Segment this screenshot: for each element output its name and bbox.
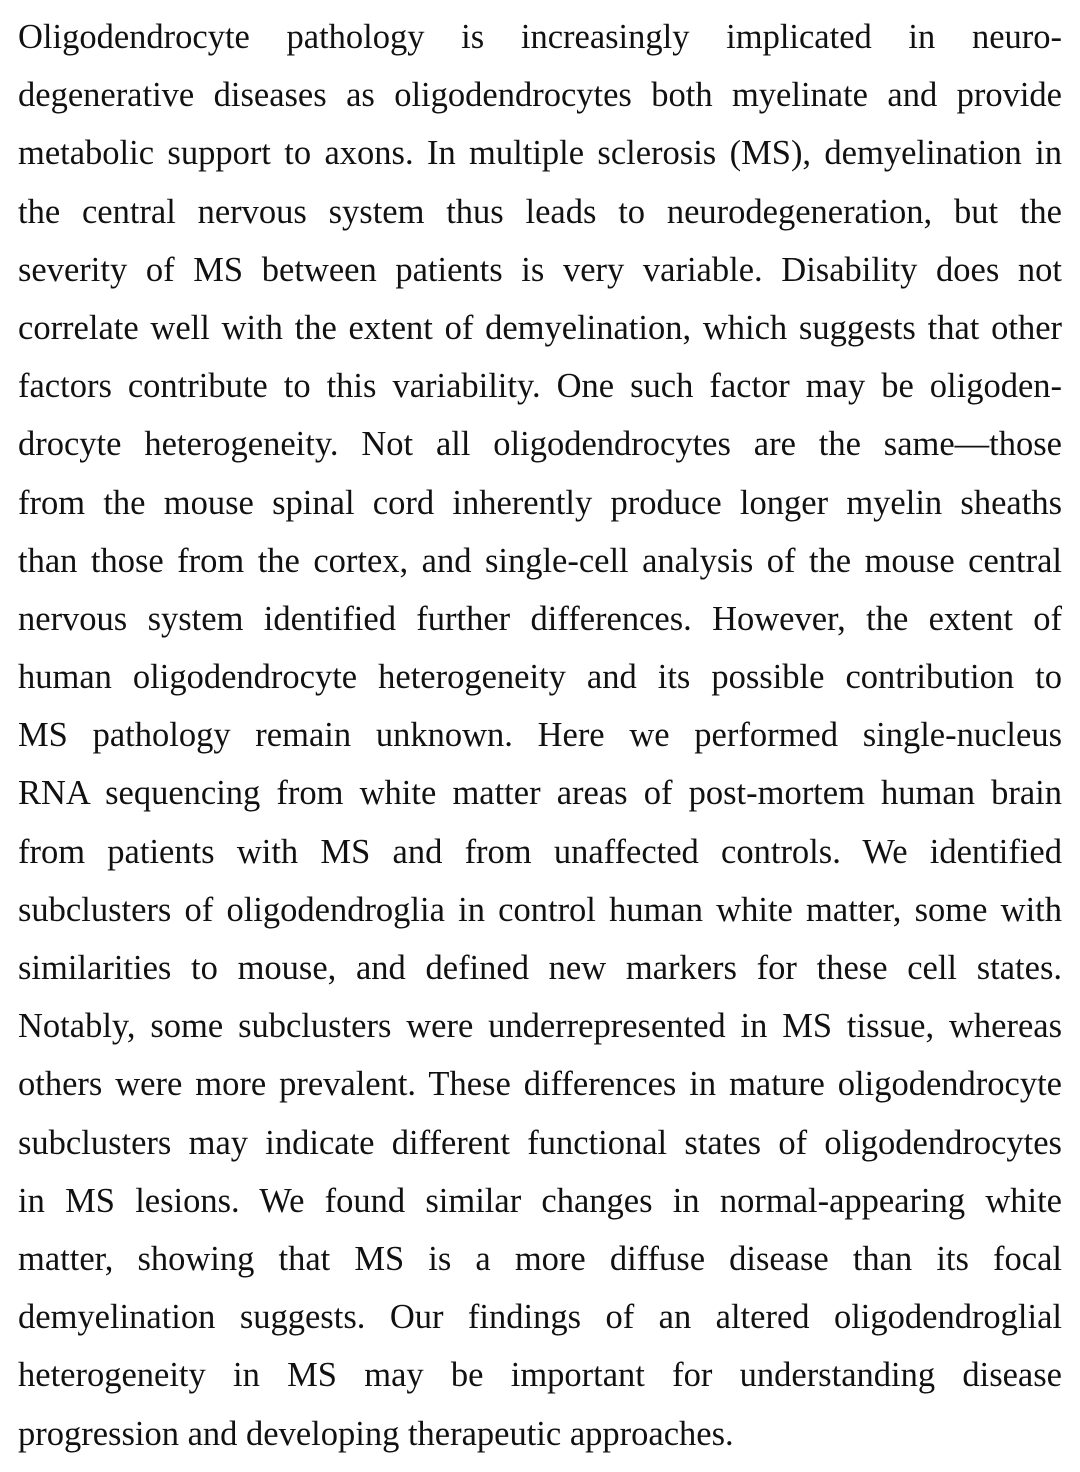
text-line: progression and developing therapeutic approaches.	[18, 1414, 734, 1453]
text-line: subclusters of oligodendroglia in control human white matter, some with	[18, 890, 1062, 929]
text-line: severity of MS between patients is very variable. Disability does not	[18, 250, 1062, 289]
text-line: nervous system identified further differences. However, the extent of	[18, 599, 1062, 638]
text-line: subclusters may indicate different functional states of oligodendrocytes	[18, 1123, 1062, 1162]
text-line: RNA sequencing from white matter areas of post-mortem human brain	[18, 774, 1062, 813]
abstract-paragraph	[18, 8, 1062, 1463]
text-line: heterogeneity in MS may be important for understanding disease	[18, 1356, 1062, 1395]
text-line: others were more prevalent. These differences in mature oligodendrocyte	[18, 1065, 1062, 1104]
text-line: drocyte heterogeneity. Not all oligodendrocytes are the same—those	[18, 425, 1062, 464]
text-line: in MS lesions. We found similar changes in normal-appearing white	[18, 1181, 1062, 1220]
text-line: from the mouse spinal cord inherently produce longer myelin sheaths	[18, 483, 1062, 522]
text-line: Notably, some subclusters were underrepresented in MS tissue, whereas	[18, 1007, 1062, 1046]
text-line: MS pathology remain unknown. Here we performed single-nucleus	[18, 716, 1062, 755]
text-line: demyelination suggests. Our findings of an altered oligodendroglial	[18, 1298, 1062, 1337]
text-line: factors contribute to this variability. One such factor may be oligoden-	[18, 367, 1062, 406]
text-line: than those from the cortex, and single-cell analysis of the mouse central	[18, 541, 1062, 580]
text-line: the central nervous system thus leads to neurodegeneration, but the	[18, 192, 1062, 231]
text-line: degenerative diseases as oligodendrocytes both myelinate and provide	[18, 76, 1062, 115]
text-line: human oligodendrocyte heterogeneity and its possible contribution to	[18, 658, 1062, 697]
text-line: similarities to mouse, and defined new markers for these cell states.	[18, 949, 1062, 987]
text-line: correlate well with the extent of demyelination, which suggests that other	[18, 308, 1062, 347]
text-line: Oligodendrocyte pathology is increasingly implicated in neuro-	[18, 18, 1062, 56]
text-line: metabolic support to axons. In multiple sclerosis (MS), demyelination in	[18, 134, 1062, 173]
text-line: matter, showing that MS is a more diffuse disease than its focal	[18, 1239, 1062, 1278]
text-line: from patients with MS and from unaffected controls. We identified	[18, 832, 1062, 871]
